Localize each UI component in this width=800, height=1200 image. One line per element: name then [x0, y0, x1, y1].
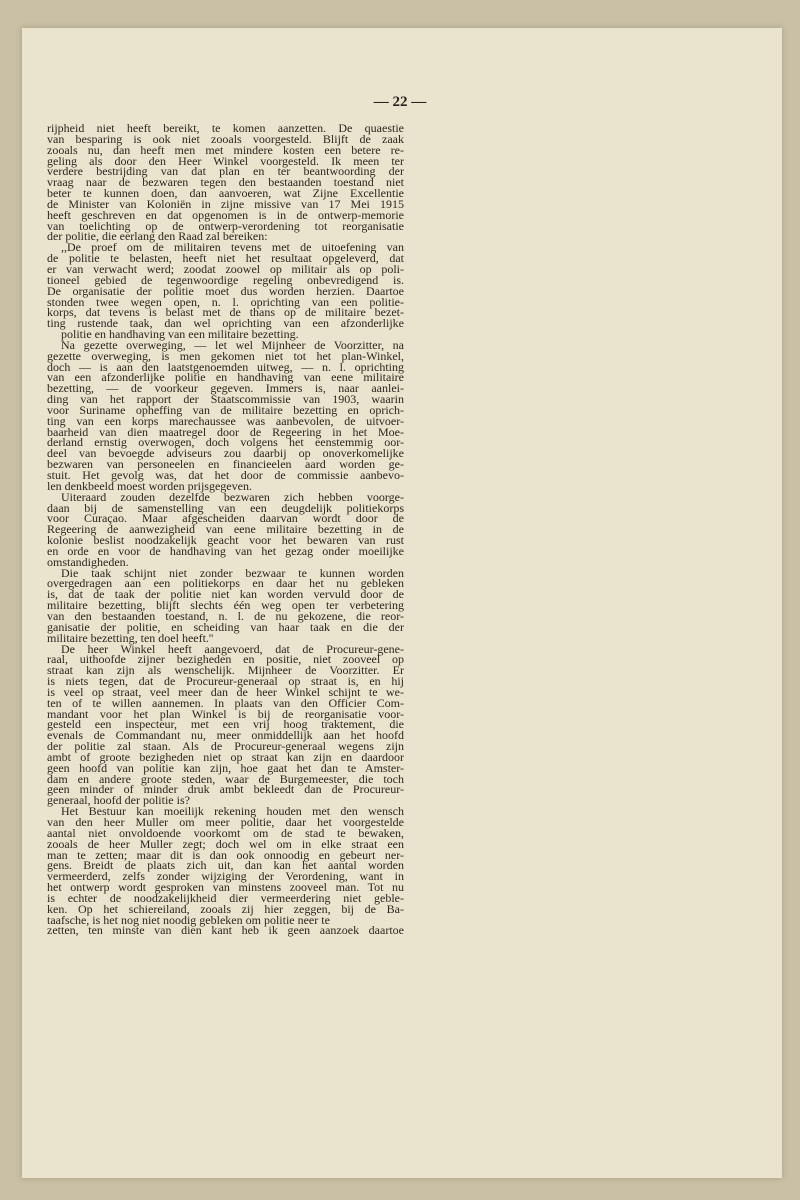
text-line: raal, uithoofde zijner bezigheden en positie, niet zooveel op	[47, 652, 404, 667]
text-line: geen minder of minder druk ambt bekleedt dan de Procureur-	[47, 782, 404, 797]
text-line: er van verwacht werd; zoodat zoowel op militair als op poli-	[47, 261, 404, 276]
text-line: kolonie beslist noodzakelijk geacht voor het bewaren van rust	[47, 533, 404, 548]
text-line: Uiteraard zouden dezelfde bezwaren zich hebben voorge-	[61, 489, 404, 504]
text-line: ganisatie der politie, en scheiding van haar taak en die der	[47, 619, 404, 634]
text-line: van den bestaanden toestand, n. l. de nu gekozene, die reor-	[47, 608, 404, 623]
text-line: van toelichting op de ontwerp-verordening tot reorganisatie	[47, 218, 404, 233]
text-line: geling als door den Heer Winkel voorgesteld. Ik meen ter	[47, 153, 404, 168]
text-line: deel van bevoegde adviseurs zou daarbij op onoverkomelijke	[47, 446, 404, 461]
text-line: is, dat de taak der politie niet kan worden vervuld door de	[47, 587, 404, 602]
text-line: omstandigheden.	[47, 554, 129, 569]
text-line: zooals de heer Muller zegt; doch wel om in elke straat een	[47, 836, 404, 851]
text-line: voor Suriname opheffing van de militaire bezetting en oprich-	[47, 402, 404, 417]
text-line: tioneel gebied de tegenwoordige regeling onbevredigend is.	[47, 272, 404, 287]
text-line: bezetting, — de voorkeur gegeven. Immers is, naar aanlei-	[47, 381, 404, 396]
text-line: rijpheid niet heeft bereikt, te komen aanzetten. De quaestie	[47, 121, 404, 135]
text-line: Het Bestuur kan moeilijk rekening houden met den wensch	[61, 804, 404, 819]
text-line: Die taak schijnt niet zonder bezwaar te kunnen worden	[61, 565, 404, 580]
text-line: militaire bezetting, blijft slechts één weg open ter verbetering	[47, 598, 404, 613]
text-line: korps, dat tevens is belast met de thans op de militaire bezet-	[47, 305, 404, 320]
text-line: van besparing is ook niet zooals voorgesteld. Blijft de zaak	[47, 131, 404, 146]
text-line: voor Curaçao. Maar afgescheiden daarvan wordt door de	[47, 511, 404, 526]
text-line: straat kan zijn als wenschelijk. Mijnheer de Voorzitter. Er	[47, 663, 404, 678]
text-line: overgedragen aan een politiekorps en daar het nu gebleken	[47, 576, 404, 591]
text-line: derland ernstig overwogen, doch volgens het eenstemmig oor-	[47, 435, 404, 450]
text-line: ken. Op het schiereiland, zooals zij hier zeggen, bij de Ba-	[47, 901, 404, 916]
text-line: ting van een korps marechaussee was aanbevolen, de uitvoer-	[47, 413, 404, 428]
text-line: stuit. Het gevolg was, dat het door de commissie aanbevo-	[47, 468, 404, 482]
text-line: bezwaren van personeelen en financieelen aard worden ge-	[47, 457, 404, 472]
text-line: Na gezette overweging, — let wel Mijnheer de Voorzitter, na	[61, 337, 404, 352]
text-line: der politie zal staan. Als de Procureur-generaal wegens zijn	[47, 739, 404, 754]
page-number: — 22 —	[373, 94, 427, 110]
text-line: ting rustende taak, dan wel oprichting van een afzonderlijke	[47, 316, 404, 331]
text-line: geen hoofd van politie kan zijn, hoe gaat het dan te Amster-	[47, 760, 404, 775]
text-line: heeft geschreven en dat opgenomen is in de ontwerp-memorie	[47, 207, 404, 222]
text-line: en orde en voor de handhaving van het gezag onder moeilijke	[47, 543, 404, 558]
text-line: De heer Winkel heeft aangevoerd, dat de Procureur-gene-	[61, 641, 404, 656]
text-line: militaire bezetting, ten doel heeft.''	[47, 630, 214, 645]
text-line: ten of te willen aannemen. In plaats van den Officier Com-	[47, 695, 404, 710]
text-line: ,,De proef om de militairen tevens met de uitoefening van	[61, 240, 404, 255]
text-line: vermeerderd, zelfs zonder wijziging der Verordening, want in	[47, 869, 404, 884]
text-line: gesteld een inspecteur, met een vrij hoog traktement, die	[47, 717, 404, 732]
text-line: van den heer Muller om meer politie, daar het voorgestelde	[47, 815, 404, 829]
text-line: dam en andere groote steden, waar de Burgemeester, die toch	[47, 771, 404, 786]
text-line: verdere bestrijding van dat plan en ter beantwoording der	[47, 164, 404, 179]
text-line: mandant voor het plan Winkel is bij de reorganisatie voor-	[47, 706, 404, 721]
text-line: vraag naar de bezwaren tegen den bestaanden toestand niet	[47, 175, 404, 190]
text-line: doch — is aan den laatstgenoemden uitweg, — n. l. oprichting	[47, 359, 404, 374]
text-line: politie en handhaving van een militaire bezetting.	[61, 327, 299, 342]
text-line: zooals nu, dan heeft men met mindere kosten een betere re-	[47, 142, 404, 157]
text-line: het ontwerp wordt gesproken van minstens zooveel man. Tot nu	[47, 880, 404, 895]
text-line: len denkbeeld moest worden prijsgegeven.	[47, 478, 252, 493]
text-line: ambt of groote bezigheden niet op straat kan zijn en daardoor	[47, 749, 404, 764]
text-line: ding van het rapport der Staatscommissie van 1903, waarin	[47, 392, 404, 407]
text-line: is veel op straat, veel meer dan de heer Winkel schijnt te we-	[47, 684, 404, 699]
text-line: Regeering de aanwezigheid van eene militaire bezetting in de	[47, 522, 404, 537]
text-line: stonden twee wegen open, n. l. oprichting van een politie-	[47, 294, 404, 309]
text-line: baarheid van dien maatregel door de Regeering in het Moe-	[47, 424, 404, 439]
text-line: de Minister van Koloniën in zijne missive van 17 Mei 1915	[47, 196, 404, 211]
text-line: beter te kunnen doen, dan aanvoeren, wat Zijne Excellentie	[47, 186, 404, 201]
text-line: De organisatie der politie moet dus worden herzien. Daartoe	[47, 283, 404, 298]
text-line: gezette overweging, is men gekomen niet tot het plan-Winkel,	[47, 348, 404, 363]
text-line: is echter de noodzakelijkheid dier vermeerdering niet geble-	[47, 890, 404, 905]
text-line: gens. Breidt de plaats zich uit, dan kan het aantal worden	[47, 858, 404, 873]
text-line: aantal niet onvoldoende voorkomt om de stad te bewaken,	[47, 825, 404, 840]
text-line: is niets tegen, dat de Procureur-generaal op straat is, en hij	[47, 674, 404, 689]
text-line: daan bij de samenstelling van een deugdelijk politiekorps	[47, 500, 404, 515]
text-line: der politie, die eerlang den Raad zal bereiken:	[47, 229, 268, 244]
text-line: zetten, ten minste van dien kant heb ik geen aanzoek daartoe	[47, 923, 404, 938]
body-text	[47, 123, 404, 936]
text-line: generaal, hoofd der politie is?	[47, 793, 190, 808]
text-line: evenals de Commandant nu, meer onmiddellijk aan het hoofd	[47, 728, 404, 743]
text-line: taafsche, is het nog niet noodig gebleken om politie neer te	[47, 912, 330, 927]
text-line: van een afzonderlijke politie en handhaving van eene militaire	[47, 370, 404, 385]
text-line: man te zetten; maar dit is dan ook onnoodig en gebeurt ner-	[47, 847, 404, 862]
text-line: de politie te belasten, heeft niet het resultaat opgeleverd, dat	[47, 251, 404, 266]
